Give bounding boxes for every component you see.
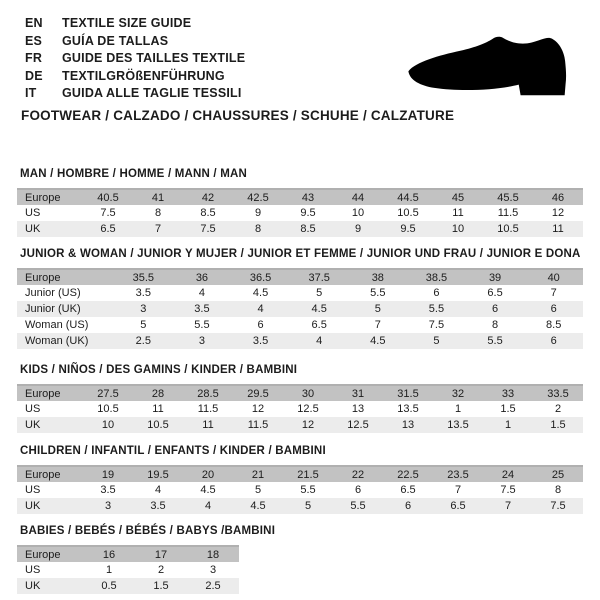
size-cell: 6	[257, 319, 264, 331]
size-cell: 5.5	[428, 303, 445, 315]
language-row-de	[25, 68, 245, 86]
table-row	[17, 385, 583, 401]
size-cell: 9.5	[400, 223, 416, 235]
table-row	[17, 482, 583, 498]
size-cell: 23.5	[447, 468, 469, 481]
size-cell: 3	[198, 335, 205, 347]
size-cell: 8.5	[546, 319, 562, 331]
language-code: IT	[25, 86, 37, 101]
size-cell: 18	[206, 548, 220, 561]
size-cell: 30	[301, 387, 315, 400]
size-cell: 1	[504, 419, 512, 431]
row-label: Europe	[25, 271, 61, 284]
size-cell: 4.5	[250, 500, 266, 512]
size-cell: 6.5	[450, 500, 466, 512]
size-cell: 13.5	[397, 403, 419, 415]
size-cell: 4	[316, 335, 323, 347]
section-title: MAN / HOMBRE / HOMME / MANN / MAN	[20, 168, 248, 180]
size-cell: 4	[257, 303, 264, 315]
size-cell: 5.5	[300, 484, 316, 496]
size-cell: 8	[154, 207, 162, 219]
size-cell: 11	[152, 403, 164, 415]
size-cell: 4	[204, 500, 212, 512]
size-cell: 21	[251, 468, 265, 481]
size-cell: 2	[554, 403, 562, 415]
table-row	[17, 466, 583, 482]
size-table	[17, 268, 583, 349]
size-cell: 9	[254, 207, 262, 219]
size-cell: 31.5	[397, 387, 419, 400]
size-cell: 46	[551, 191, 565, 204]
size-cell: 1.5	[500, 403, 516, 415]
size-cell: 3.5	[252, 335, 269, 347]
table-row	[17, 189, 583, 205]
size-cell: 10.5	[97, 403, 119, 415]
size-cell: 3	[209, 564, 217, 576]
size-cell: 0.5	[101, 580, 117, 592]
row-label: Woman (UK)	[25, 335, 89, 347]
size-cell: 17	[154, 548, 168, 561]
size-cell: 33	[501, 387, 515, 400]
size-cell: 32	[451, 387, 465, 400]
table-row	[17, 301, 583, 317]
size-cell: 12.5	[297, 403, 319, 415]
size-cell: 6.5	[400, 484, 416, 496]
size-cell: 7	[454, 484, 462, 496]
size-cell: 27.5	[97, 387, 119, 400]
size-cell: 37.5	[308, 271, 330, 284]
size-cell: 11.5	[247, 419, 269, 431]
table-row	[17, 285, 583, 301]
size-cell: 31	[351, 387, 365, 400]
table-row	[17, 269, 583, 285]
size-cell: 6	[404, 500, 412, 512]
row-label: UK	[25, 223, 41, 235]
size-cell: 40.5	[97, 191, 119, 204]
size-cell: 36	[195, 271, 209, 284]
size-cell: 40	[547, 271, 560, 284]
row-label: US	[25, 484, 41, 496]
size-cell: 8.5	[300, 223, 316, 235]
size-cell: 5.5	[370, 287, 386, 299]
table-row	[17, 417, 583, 433]
language-code: DE	[25, 68, 43, 83]
size-cell: 5	[316, 287, 323, 299]
size-cell: 8	[554, 484, 562, 496]
size-cell: 6.5	[487, 287, 503, 299]
row-label: Junior (UK)	[25, 303, 81, 315]
row-label: US	[25, 564, 41, 576]
size-cell: 24	[501, 468, 515, 481]
language-label: TEXTILGRÖßENFÜHRUNG	[62, 68, 225, 83]
size-table	[17, 465, 583, 514]
row-label: UK	[25, 500, 41, 512]
size-cell: 12.5	[347, 419, 369, 431]
row-label: Europe	[25, 191, 61, 204]
size-cell: 7.5	[200, 223, 216, 235]
size-cell: 29.5	[247, 387, 269, 400]
size-cell: 4	[154, 484, 162, 496]
size-cell: 3.5	[100, 484, 116, 496]
size-cell: 5	[304, 500, 312, 512]
size-cell: 3.5	[135, 287, 151, 299]
size-cell: 7	[504, 500, 512, 512]
language-row-en	[25, 15, 245, 33]
size-cell: 12	[301, 419, 315, 431]
size-cell: 6	[433, 287, 440, 299]
size-cell: 4	[198, 287, 205, 299]
language-label: GUIDE DES TAILLES TEXTILE	[62, 51, 246, 66]
size-cell: 7.5	[500, 484, 516, 496]
size-cell: 5.5	[487, 335, 503, 347]
size-cell: 3	[104, 500, 112, 512]
size-cell: 11	[452, 207, 464, 219]
size-cell: 13	[401, 419, 415, 431]
size-cell: 10.5	[397, 207, 419, 219]
language-label: TEXTILE SIZE GUIDE	[62, 16, 192, 30]
language-list	[25, 15, 245, 103]
size-cell: 4.5	[311, 303, 327, 315]
size-table-section	[17, 248, 583, 349]
size-cell: 43	[301, 191, 315, 204]
table-row	[17, 221, 583, 237]
size-cell: 22	[351, 468, 365, 481]
size-table	[17, 188, 583, 237]
size-cell: 10	[351, 207, 365, 219]
size-cell: 2	[157, 564, 165, 576]
section-title: KIDS / NIÑOS / DES GAMINS / KINDER / BAMBINI	[20, 364, 298, 376]
size-cell: 42.5	[247, 191, 269, 204]
size-cell: 21.5	[297, 468, 319, 481]
size-cell: 42	[201, 191, 215, 204]
language-code: EN	[25, 16, 43, 30]
size-cell: 39	[488, 271, 502, 284]
size-cell: 19	[101, 468, 115, 481]
size-cell: 38	[371, 271, 384, 284]
size-table-section	[17, 168, 583, 237]
size-cell: 8	[492, 319, 499, 331]
size-cell: 3	[140, 303, 147, 315]
size-cell: 4.5	[370, 335, 386, 347]
row-label: Europe	[25, 468, 61, 481]
size-cell: 38.5	[425, 271, 448, 284]
size-cell: 5	[140, 319, 147, 331]
size-cell: 19.5	[147, 468, 169, 481]
size-cell: 6	[492, 303, 499, 315]
size-cell: 5.5	[194, 319, 210, 331]
size-cell: 45	[451, 191, 465, 204]
shoe-icon	[392, 10, 588, 112]
row-label: US	[25, 403, 41, 415]
row-label: Junior (US)	[25, 287, 81, 299]
size-cell: 8.5	[200, 207, 216, 219]
section-title: BABIES / BEBÉS / BÉBÉS / BABYS /BAMBINI	[20, 525, 276, 537]
size-cell: 3.5	[150, 500, 166, 512]
size-cell: 20	[201, 468, 215, 481]
size-cell: 35.5	[132, 271, 155, 284]
language-label: GUIDA ALLE TAGLIE TESSILI	[62, 86, 242, 101]
size-cell: 10	[451, 223, 465, 235]
size-cell: 10	[101, 419, 115, 431]
size-cell: 2.5	[135, 335, 151, 347]
table-row	[17, 205, 583, 221]
language-label: GUÍA DE TALLAS	[62, 33, 169, 48]
section-title: JUNIOR & WOMAN / JUNIOR Y MUJER / JUNIOR ET FEMME / JUNIOR UND FRAU / JUNIOR E DONA	[20, 248, 581, 260]
category-line: FOOTWEAR / CALZADO / CHAUSSURES / SCHUHE / CALZATURE	[21, 108, 455, 123]
size-cell: 28	[151, 387, 165, 400]
size-cell: 9.5	[300, 207, 316, 219]
size-cell: 3.5	[194, 303, 210, 315]
size-cell: 36.5	[249, 271, 272, 284]
size-table	[17, 384, 583, 433]
size-table-section	[17, 525, 583, 594]
size-cell: 1	[454, 403, 462, 415]
size-cell: 16	[102, 548, 116, 561]
size-cell: 25	[551, 468, 565, 481]
size-cell: 7.5	[428, 319, 445, 331]
size-cell: 7.5	[100, 207, 116, 219]
size-table-section	[17, 364, 583, 433]
size-cell: 12	[251, 403, 265, 415]
size-cell: 7	[550, 287, 557, 299]
size-cell: 11.5	[197, 403, 219, 415]
size-cell: 7	[374, 319, 381, 331]
size-cell: 28.5	[197, 387, 219, 400]
size-cell: 22.5	[397, 468, 419, 481]
size-cell: 12	[551, 207, 565, 219]
size-cell: 6	[550, 303, 557, 315]
table-row	[17, 498, 583, 514]
size-cell: 1	[105, 564, 113, 576]
size-cell: 8	[254, 223, 262, 235]
size-cell: 11	[552, 223, 564, 235]
row-label: UK	[25, 580, 41, 592]
size-cell: 6	[354, 484, 362, 496]
size-cell: 6.5	[100, 223, 116, 235]
size-cell: 41	[151, 191, 165, 204]
table-row	[17, 562, 239, 578]
size-cell: 45.5	[497, 191, 519, 204]
table-row	[17, 578, 239, 594]
size-cell: 44	[351, 191, 365, 204]
language-row-fr	[25, 50, 245, 68]
size-cell: 9	[354, 223, 362, 235]
size-cell: 2.5	[205, 580, 221, 592]
size-table	[17, 545, 239, 594]
size-cell: 1.5	[550, 419, 566, 431]
size-cell: 4.5	[200, 484, 216, 496]
size-cell: 6	[550, 335, 557, 347]
size-cell: 7.5	[550, 500, 566, 512]
size-cell: 13	[351, 403, 365, 415]
size-cell: 6.5	[311, 319, 327, 331]
size-cell: 44.5	[397, 191, 419, 204]
size-cell: 5	[374, 303, 381, 315]
size-cell: 10.5	[147, 419, 169, 431]
size-cell: 11.5	[497, 207, 519, 219]
size-cell: 10.5	[497, 223, 519, 235]
table-row	[17, 333, 583, 349]
language-code: FR	[25, 51, 43, 66]
language-row-it	[25, 85, 245, 103]
size-cell: 5.5	[350, 500, 366, 512]
row-label: Woman (US)	[25, 319, 89, 331]
language-row-es	[25, 33, 245, 51]
size-cell: 11	[202, 419, 214, 431]
size-table-section	[17, 445, 583, 514]
row-label: US	[25, 207, 41, 219]
language-code: ES	[25, 33, 43, 48]
row-label: Europe	[25, 548, 61, 561]
size-cell: 1.5	[153, 580, 169, 592]
row-label: UK	[25, 419, 41, 431]
size-cell: 13.5	[447, 419, 469, 431]
size-cell: 5	[433, 335, 440, 347]
row-label: Europe	[25, 387, 61, 400]
section-title: CHILDREN / INFANTIL / ENFANTS / KINDER / BAMBINI	[20, 445, 326, 457]
size-cell: 7	[154, 223, 162, 235]
table-row	[17, 546, 239, 562]
size-cell: 4.5	[252, 287, 269, 299]
table-row	[17, 317, 583, 333]
size-cell: 5	[254, 484, 262, 496]
table-row	[17, 401, 583, 417]
size-cell: 33.5	[547, 387, 569, 400]
